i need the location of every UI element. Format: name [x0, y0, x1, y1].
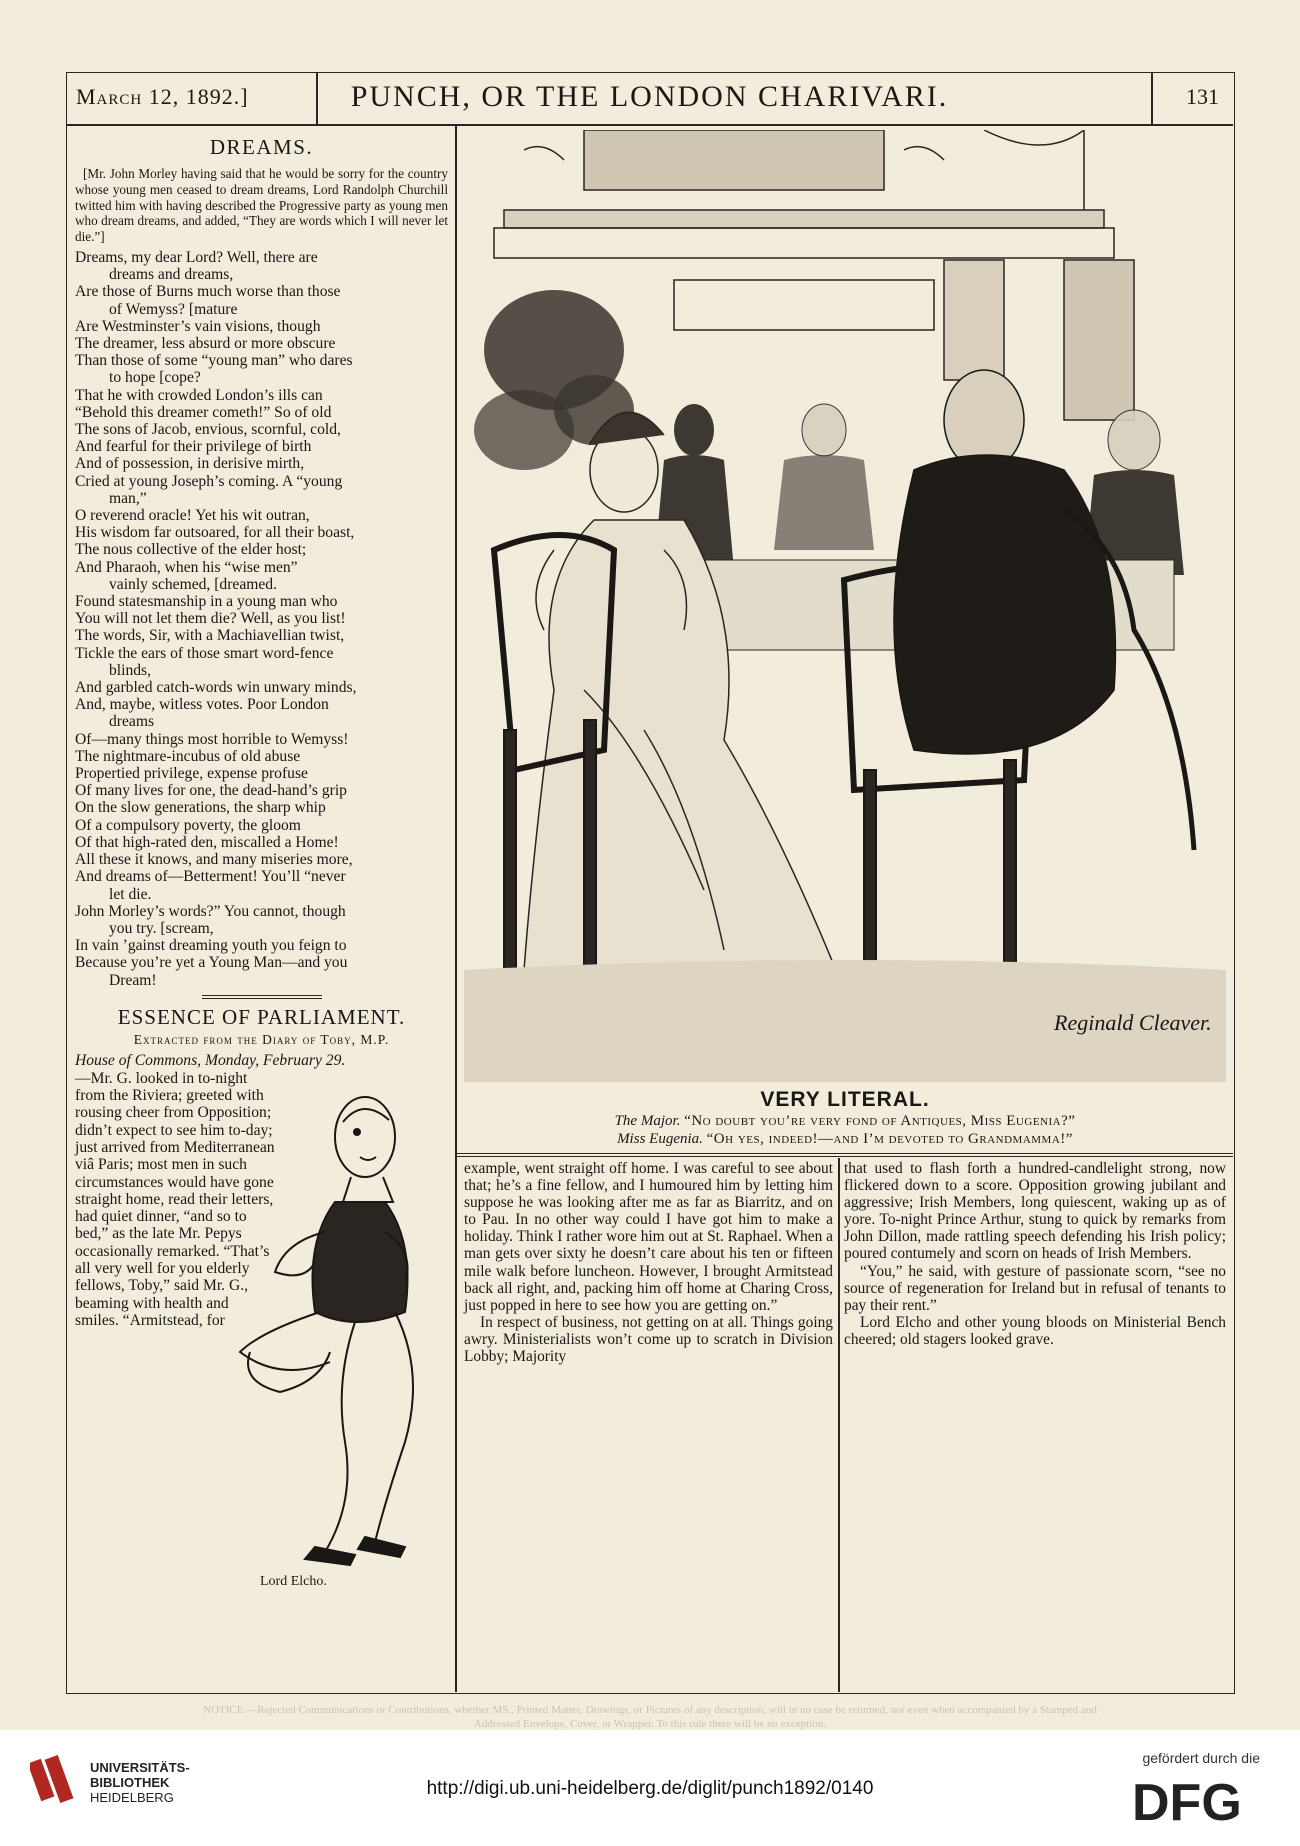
poem-line: The nightmare-incubus of old abuse	[75, 747, 301, 765]
bleed-through-notice: NOTICE.—Rejected Communications or Contributions, whether MS., Printed Matter, Drawings, or Pictures of any description, will in no case be returned, not even when accompanied by a Stamped and Addressed Envelope, Cover, or Wrapper. To this rule there will be no exception.	[203, 1704, 1097, 1730]
essence-text: —Mr. G. looked in to-night from the Riviera; greeted with rousing cheer from Opposition; didn’t expect to see him to-day; just arrived from Mediterranean viâ Paris; most men in such circumstances would have gone straight home, read their letters, had quiet dinner, “and so to bed,” as the late Mr. Pepys occasionally remarked. “That’s all very well for you elderly fellows, Toby,” said Mr. G., beaming with health and smiles. “Armitstead, for	[75, 1069, 275, 1329]
poem-line: Of that high-rated den, miscalled a Home!	[75, 833, 339, 851]
column-divider	[838, 1158, 840, 1692]
poem-line: Of many lives for one, the dead-hand’s grip	[75, 782, 347, 800]
poem-line: Because you’re yet a Young Man—and you	[75, 954, 348, 972]
text-column-2	[464, 1160, 833, 1365]
permalink-url[interactable]: http://digi.ub.uni-heidelberg.de/diglit/punch1892/0140	[426, 1778, 874, 1799]
poem-line: vainly schemed, [dreamed.	[109, 575, 277, 593]
poem-line: dreams and dreams,	[109, 266, 234, 284]
poem-line: And of possession, in derisive mirth,	[75, 455, 305, 473]
poem-body	[75, 249, 448, 989]
essence-section	[75, 1052, 448, 1592]
text-column-3	[844, 1160, 1226, 1348]
cartoon-dialogue-line-1	[464, 1113, 1226, 1130]
paragraph: that used to flash forth a hundred-candlelight strong, now flickered down to a score. Opposition growing jubilant and aggressive; Irish Members, long quiescent, waking up as of yore. To-night Prince Arthur, stung to quick by remarks from John Dillon, made rattling speech defending his Irish policy; poured contumely and scorn on heads of Irish Members.	[844, 1160, 1226, 1263]
poem-line: you try. [scream,	[109, 919, 214, 937]
column-divider	[455, 124, 457, 1692]
left-column	[75, 135, 448, 1592]
paragraph: Lord Elcho and other young bloods on Ministerial Bench cheered; old stagers looked grave.	[844, 1313, 1226, 1348]
poem-line: Of—many things most horrible to Wemyss!	[75, 730, 349, 748]
lord-elcho-caricature	[225, 1082, 455, 1582]
speaker-eugenia: Miss Eugenia.	[617, 1131, 703, 1147]
funding-note: gefördert durch die	[1142, 1750, 1260, 1766]
very-literal-illustration	[464, 130, 1226, 1082]
poem-line: His wisdom far outsoared, for all their boast,	[75, 524, 355, 542]
poem-line: Found statesmanship in a young man who	[75, 593, 338, 611]
poem-line: That he with crowded London’s ills can	[75, 386, 323, 404]
poem-line: of Wemyss? [mature	[109, 300, 238, 318]
poem-line: Of a compulsory poverty, the gloom	[75, 816, 301, 834]
poem-line: The dreamer, less absurd or more obscure	[75, 335, 336, 352]
poem-line: Tickle the ears of those smart word-fence	[75, 644, 334, 662]
poem-line: blinds,	[109, 661, 152, 679]
poem-title: DREAMS.	[209, 135, 314, 159]
poem-line: dreams	[109, 713, 155, 731]
poem-line: Are those of Burns much worse than those	[75, 283, 341, 301]
poem-line: And, maybe, witless votes. Poor London	[75, 696, 329, 714]
section-rule	[202, 995, 322, 999]
header-divider	[1151, 72, 1153, 124]
poem-line: All these it knows, and many miseries more,	[75, 851, 353, 869]
eugenia-line: “Oh yes, indeed!—and I’m devoted to Grandmamma!”	[706, 1131, 1073, 1147]
dfg-logo-icon[interactable]	[1132, 1774, 1262, 1826]
poem-line: John Morley’s words?” You cannot, though	[75, 902, 346, 920]
poem-line: And dreams of—Betterment! You’ll “never	[75, 868, 346, 886]
poem-line: to hope [cope?	[109, 369, 201, 387]
paragraph: example, went straight off home. I was careful to see about that; he’s a fine fellow, and I humoured him by letting him suppose he was looking after me as far as Biarritz, and on to Pau. In no other way could I have got him to make a holiday. Think I rather wore him out at St. Raphael. When a man gets over sixty he doesn’t care about his ten or fifteen mile walk before luncheon. However, I brought Armitstead back all right, and, packing him off home at Charing Cross, just popped in here to see how you are getting on.”	[464, 1160, 833, 1314]
page-number: 131	[1186, 84, 1219, 109]
poem-line: O reverend oracle! Yet his wit outran,	[75, 507, 310, 525]
poem-line: The sons of Jacob, envious, scornful, cold,	[75, 421, 341, 439]
poem-line: On the slow generations, the sharp whip	[75, 799, 326, 817]
essence-title: ESSENCE OF PARLIAMENT.	[117, 1004, 406, 1029]
poem-line: let die.	[109, 885, 152, 903]
poem-line: The words, Sir, with a Machiavellian twist,	[75, 627, 345, 645]
essence-dateline: House of Commons, Monday, February 29.	[75, 1051, 346, 1069]
poem-line: man,”	[109, 489, 147, 507]
major-line: “No doubt you’re very fond of Antiques, Miss Eugenia?”	[684, 1113, 1076, 1129]
poem-line: Propertied privilege, expense profuse	[75, 765, 308, 783]
poem-line: You will not let them die? Well, as you list!	[75, 610, 346, 628]
artist-signature: Reginald Cleaver.	[1054, 1010, 1212, 1035]
library-name-line: HEIDELBERG	[90, 1790, 174, 1805]
poem-line: And garbled catch-words win unwary minds,	[75, 679, 357, 697]
library-name-line: UNIVERSITÄTS-	[90, 1760, 190, 1775]
poem-line: Cried at young Joseph’s coming. A “young	[75, 472, 343, 490]
poem-line: Dream!	[109, 971, 157, 989]
poem-intro: [Mr. John Morley having said that he would be sorry for the country whose young men ceased to dream dreams, Lord Randolph Churchill twitted him with having described the Progressive party as young men who dream dreams, and added, “They are words which I will never let die.”]	[75, 166, 448, 245]
poem-line: And fearful for their privilege of birth	[75, 438, 312, 456]
poem-line: The nous collective of the elder host;	[75, 541, 307, 559]
paragraph: In respect of business, not getting on at all. Things going awry. Ministerialists won’t come up to scratch in Division Lobby; Majority	[464, 1313, 833, 1366]
digitization-footer	[0, 1730, 1300, 1846]
page-header	[66, 72, 1233, 126]
poem-line: Than those of some “young man” who dares	[75, 352, 353, 370]
library-name-line: BIBLIOTHEK	[90, 1775, 170, 1790]
dfg-logo-text: DFG	[1132, 1774, 1242, 1826]
periodical-title: PUNCH, OR THE LONDON CHARIVARI.	[350, 80, 949, 113]
poem-line: In vain ’gainst dreaming youth you feign to	[75, 937, 347, 955]
issue-date: March 12, 1892.]	[76, 84, 249, 109]
cartoon-dialogue-line-2	[464, 1131, 1226, 1148]
poem-line: “Behold this dreamer cometh!” So of old	[75, 403, 332, 421]
figure-caption: Lord Elcho.	[260, 1573, 327, 1589]
cartoon-title: VERY LITERAL.	[760, 1088, 930, 1111]
poem-line: Dreams, my dear Lord? Well, there are	[75, 248, 318, 266]
poem-line: And Pharaoh, when his “wise men”	[75, 558, 298, 576]
speaker-major: The Major.	[614, 1113, 681, 1129]
paragraph: “You,” he said, with gesture of passionate scorn, “see no source of regeneration for Ireland but in refusal of tenants to pay their rent.”	[844, 1262, 1226, 1314]
poem-line: Are Westminster’s vain visions, though	[75, 317, 321, 335]
essence-subtitle: Extracted from the Diary of Toby, M.P.	[133, 1031, 390, 1047]
section-rule	[456, 1153, 1233, 1157]
